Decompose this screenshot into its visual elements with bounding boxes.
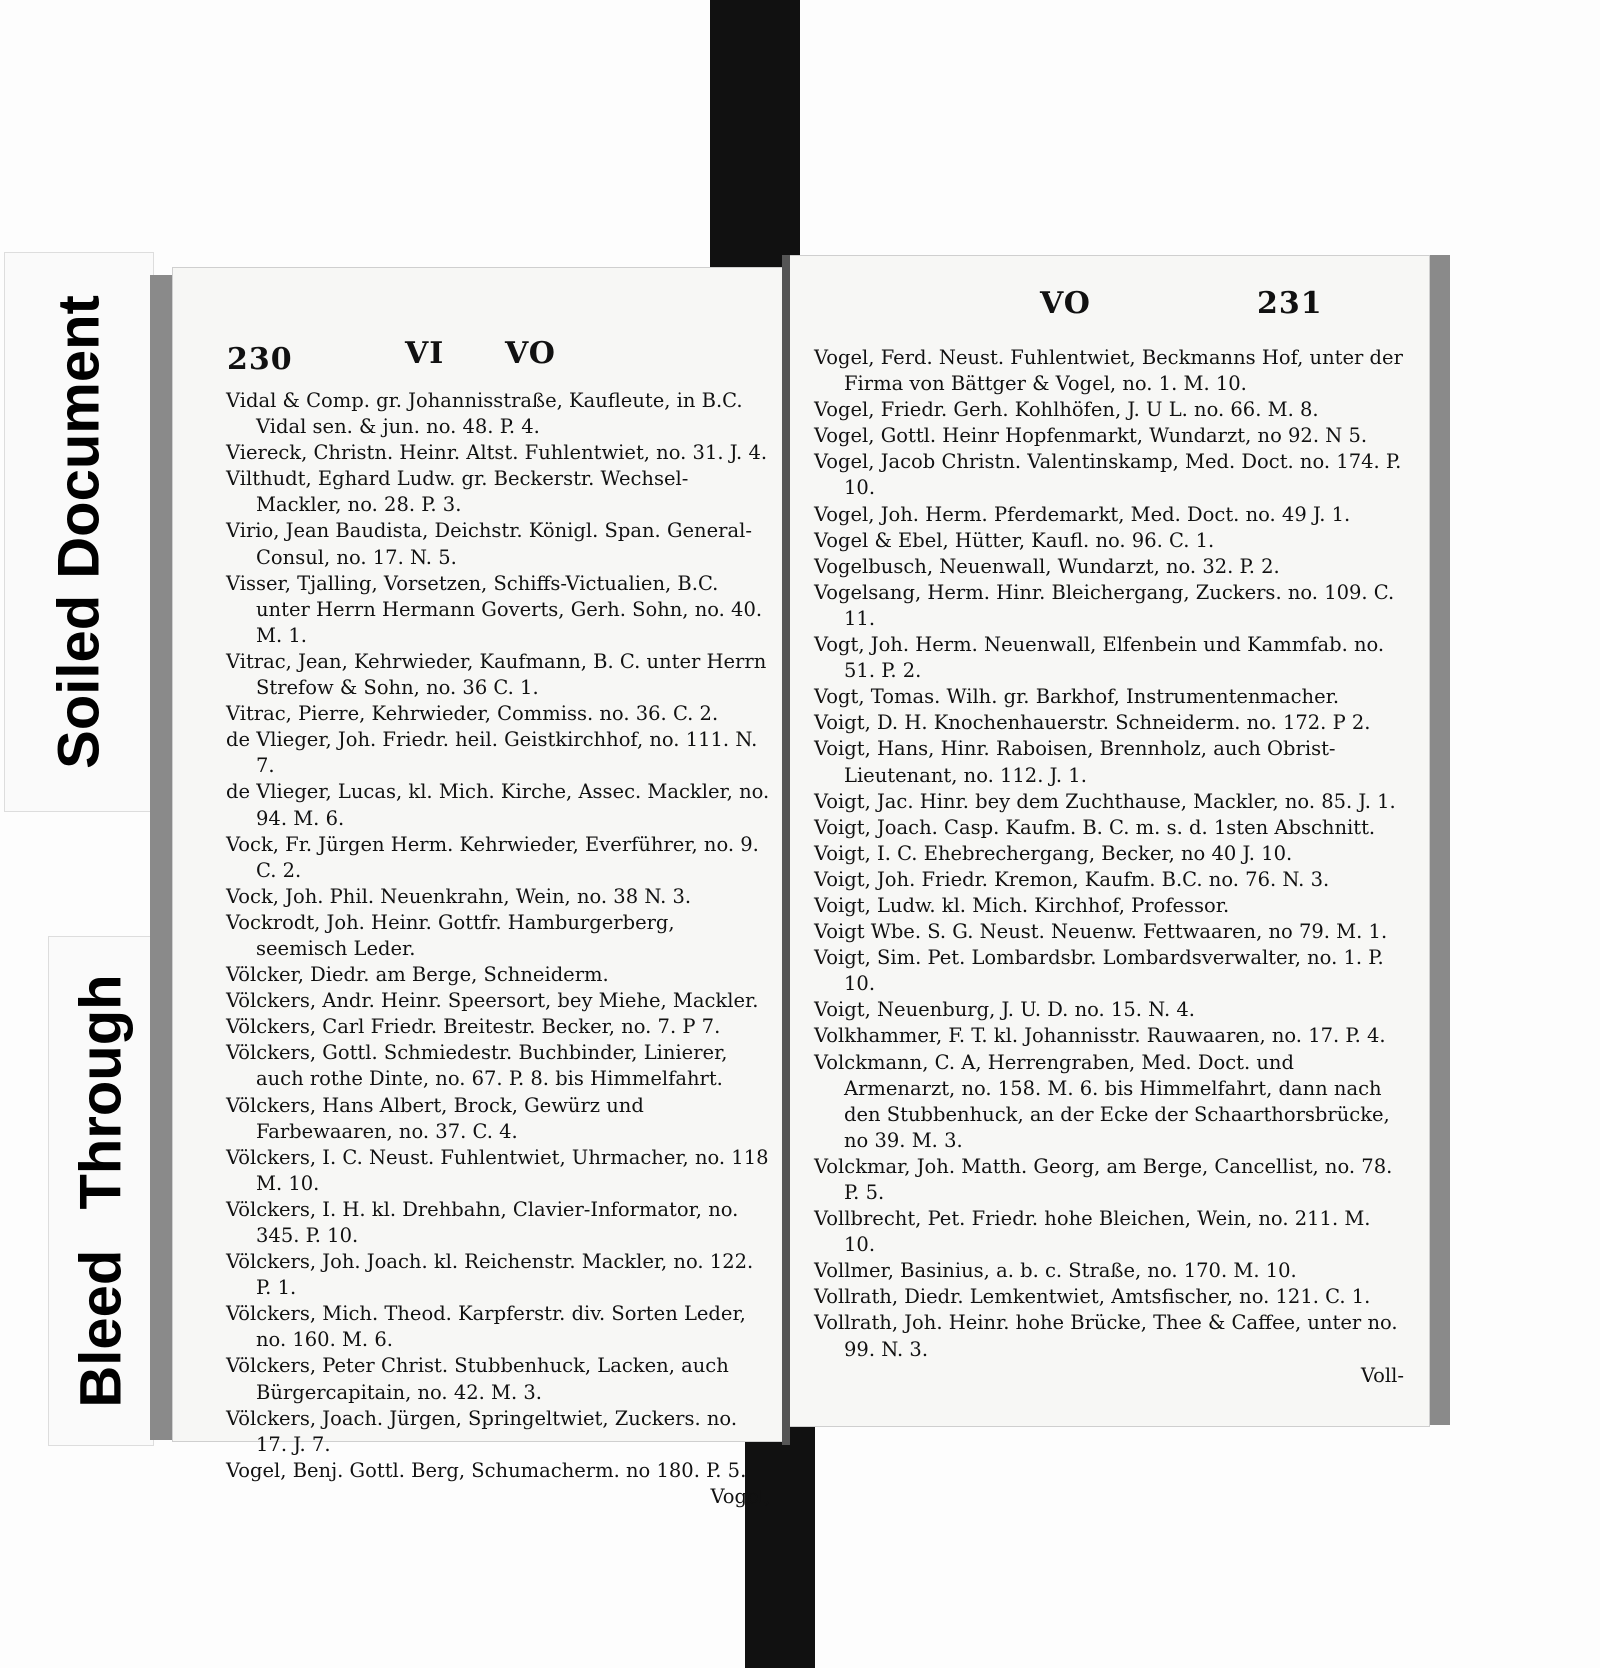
bleed-through-text: Bleed Through — [68, 974, 134, 1408]
directory-entry: Völckers, Joach. Jürgen, Springeltwiet, Zuckers. no. 17. J. 7. — [226, 1406, 738, 1456]
directory-entry: Vollrath, Joh. Heinr. hohe Brücke, Thee & Caffee, unter no. 99. N. 3. — [814, 1311, 1398, 1361]
directory-entry: de Vlieger, Joh. Friedr. heil. Geistkirchhof, no. 111. N. 7. — [226, 728, 758, 778]
directory-entry: Vogel & Ebel, Hütter, Kaufl. no. 96. C. 1. — [814, 528, 1215, 552]
right-page-edge — [1430, 255, 1450, 1425]
directory-entry: Vitrac, Jean, Kehrwieder, Kaufmann, B. C. unter Herrn Strefow & Sohn, no. 36 C. 1. — [226, 649, 767, 700]
directory-entry: Voigt Wbe. S. G. Neust. Neuenw. Fettwaaren, no 79. M. 1. — [814, 920, 1388, 944]
open-book — [150, 255, 1450, 1508]
directory-entry: Völckers, Mich. Theod. Karpferstr. div. Sorten Leder, no. 160. M. 6. — [226, 1302, 746, 1352]
directory-entry: Völckers, I. H. kl. Drehbahn, Clavier-Informator, no. 345. P. 10. — [226, 1197, 739, 1247]
soiled-document-label — [4, 252, 154, 812]
directory-entry: Voigt, Ludw. kl. Mich. Kirchhof, Professor. — [814, 893, 1230, 917]
header-vo-right: VO — [1040, 286, 1091, 321]
directory-entry: Vogel, Gottl. Heinr Hopfenmarkt, Wundarzt, no 92. N 5. — [814, 424, 1368, 448]
directory-entry: Voigt, I. C. Ehebrechergang, Becker, no 40 J. 10. — [814, 841, 1293, 865]
left-page-edge — [150, 275, 172, 1440]
page-number-left: 230 — [227, 342, 293, 377]
directory-entry: Vitrac, Pierre, Kehrwieder, Commiss. no. 36. C. 2. — [226, 702, 719, 726]
directory-entry: Voigt, Neuenburg, J. U. D. no. 15. N. 4. — [814, 998, 1195, 1022]
directory-entry: Vogel, Joh. Herm. Pferdemarkt, Med. Doct. no. 49 J. 1. — [814, 502, 1351, 526]
directory-entry: Vidal & Comp. gr. Johannisstraße, Kaufleute, in B.C. Vidal sen. & jun. no. 48. P. 4. — [226, 389, 743, 439]
directory-entry: Viereck, Christn. Heinr. Altst. Fuhlentwiet, no. 31. J. 4. — [226, 441, 768, 465]
directory-entry: Völckers, Carl Friedr. Breitestr. Becker, no. 7. P 7. — [226, 1015, 721, 1039]
header-vi: VI — [405, 336, 445, 371]
directory-entry: Voigt, Jac. Hinr. bey dem Zuchthause, Mackler, no. 85. J. 1. — [814, 789, 1396, 813]
directory-entry: Vock, Fr. Jürgen Herm. Kehrwieder, Everführer, no. 9. C. 2. — [226, 832, 759, 882]
catchword-left: Vogel, — [710, 1484, 771, 1508]
directory-entry: Vogt, Tomas. Wilh. gr. Barkhof, Instrumentenmacher. — [814, 685, 1340, 709]
directory-entry: Vockrodt, Joh. Heinr. Gottfr. Hamburgerberg, seemisch Leder. — [226, 910, 675, 960]
left-entries-list — [226, 388, 771, 1510]
directory-entry: Völckers, Joh. Joach. kl. Reichenstr. Mackler, no. 122. P. 1. — [226, 1250, 754, 1300]
directory-entry: Vogel, Ferd. Neust. Fuhlentwiet, Beckmanns Hof, unter der Firma von Bättger & Vogel, no. 1. M. 10. — [814, 346, 1403, 396]
directory-entry: Vogelbusch, Neuenwall, Wundarzt, no. 32. P. 2. — [814, 554, 1280, 578]
directory-entry: de Vlieger, Lucas, kl. Mich. Kirche, Assec. Mackler, no. 94. M. 6. — [226, 780, 770, 830]
directory-entry: Vogel, Jacob Christn. Valentinskamp, Med. Doct. no. 174. P. 10. — [814, 450, 1402, 500]
soiled-document-text: Soiled Document — [46, 295, 112, 769]
directory-entry: Volkhammer, F. T. kl. Johannisstr. Rauwaaren, no. 17. P. 4. — [814, 1024, 1386, 1048]
bleed-through-label — [48, 936, 154, 1446]
directory-entry: Vogelsang, Herm. Hinr. Bleichergang, Zuckers. no. 109. C. 11. — [814, 580, 1395, 630]
directory-entry: Voigt, Hans, Hinr. Raboisen, Brennholz, auch Obrist-Lieutenant, no. 112. J. 1. — [814, 737, 1336, 787]
directory-entry: Voigt, Joach. Casp. Kaufm. B. C. m. s. d. 1sten Abschnitt. — [814, 815, 1376, 839]
directory-entry: Virio, Jean Baudista, Deichstr. Königl. Span. General-Consul, no. 17. N. 5. — [226, 519, 752, 569]
book-spine — [782, 255, 790, 1445]
directory-entry: Völckers, Peter Christ. Stubbenhuck, Lacken, auch Bürgercapitain, no. 42. M. 3. — [226, 1354, 729, 1404]
page-number-right: 231 — [1257, 286, 1323, 321]
directory-entry: Vollrath, Diedr. Lemkentwiet, Amtsfischer, no. 121. C. 1. — [814, 1285, 1371, 1309]
directory-entry: Vollbrecht, Pet. Friedr. hohe Bleichen, Wein, no. 211. M. 10. — [814, 1207, 1371, 1257]
directory-entry: Völcker, Diedr. am Berge, Schneiderm. — [226, 963, 609, 987]
directory-entry: Vogt, Joh. Herm. Neuenwall, Elfenbein und Kammfab. no. 51. P. 2. — [814, 633, 1385, 683]
header-vo-left: VO — [505, 336, 556, 371]
directory-entry: Visser, Tjalling, Vorsetzen, Schiffs-Victualien, B.C. unter Herrn Hermann Goverts, Gerh. Sohn, no. 40. M. 1. — [226, 571, 763, 647]
directory-entry: Voigt, Joh. Friedr. Kremon, Kaufm. B.C. no. 76. N. 3. — [814, 867, 1330, 891]
directory-entry: Vock, Joh. Phil. Neuenkrahn, Wein, no. 38 N. 3. — [226, 884, 692, 908]
directory-entry: Vilthudt, Eghard Ludw. gr. Beckerstr. Wechsel-Mackler, no. 28. P. 3. — [226, 467, 689, 517]
directory-entry: Vogel, Friedr. Gerh. Kohlhöfen, J. U L. no. 66. M. 8. — [814, 398, 1319, 422]
directory-entry: Voigt, Sim. Pet. Lombardsbr. Lombardsverwalter, no. 1. P. 10. — [814, 946, 1384, 996]
directory-entry: Völckers, I. C. Neust. Fuhlentwiet, Uhrmacher, no. 118 M. 10. — [226, 1145, 769, 1195]
directory-entry: Völckers, Andr. Heinr. Speersort, bey Miehe, Mackler. — [226, 989, 759, 1013]
directory-entry: Voigt, D. H. Knochenhauerstr. Schneiderm. no. 172. P 2. — [814, 711, 1371, 735]
directory-entry: Vogel, Benj. Gottl. Berg, Schumacherm. no 180. P. 5. — [226, 1458, 747, 1482]
directory-entry: Vollmer, Basinius, a. b. c. Straße, no. 170. M. 10. — [814, 1259, 1297, 1283]
directory-entry: Völckers, Hans Albert, Brock, Gewürz und Farbewaaren, no. 37. C. 4. — [226, 1093, 644, 1143]
directory-entry: Volckmann, C. A, Herrengraben, Med. Doct. und Armenarzt, no. 158. M. 6. bis Himmelfahrt, dann nach den Stubbenhuck, an der Ecke der Schaarthorsbrücke, no 39. M. 3. — [814, 1050, 1390, 1152]
right-entries-list — [814, 345, 1404, 1389]
catchword-right: Voll- — [1360, 1363, 1404, 1387]
directory-entry: Volckmar, Joh. Matth. Georg, am Berge, Cancellist, no. 78. P. 5. — [814, 1154, 1393, 1204]
directory-entry: Völckers, Gottl. Schmiedestr. Buchbinder, Linierer, auch rothe Dinte, no. 67. P. 8. bis Himmelfahrt. — [226, 1041, 728, 1091]
